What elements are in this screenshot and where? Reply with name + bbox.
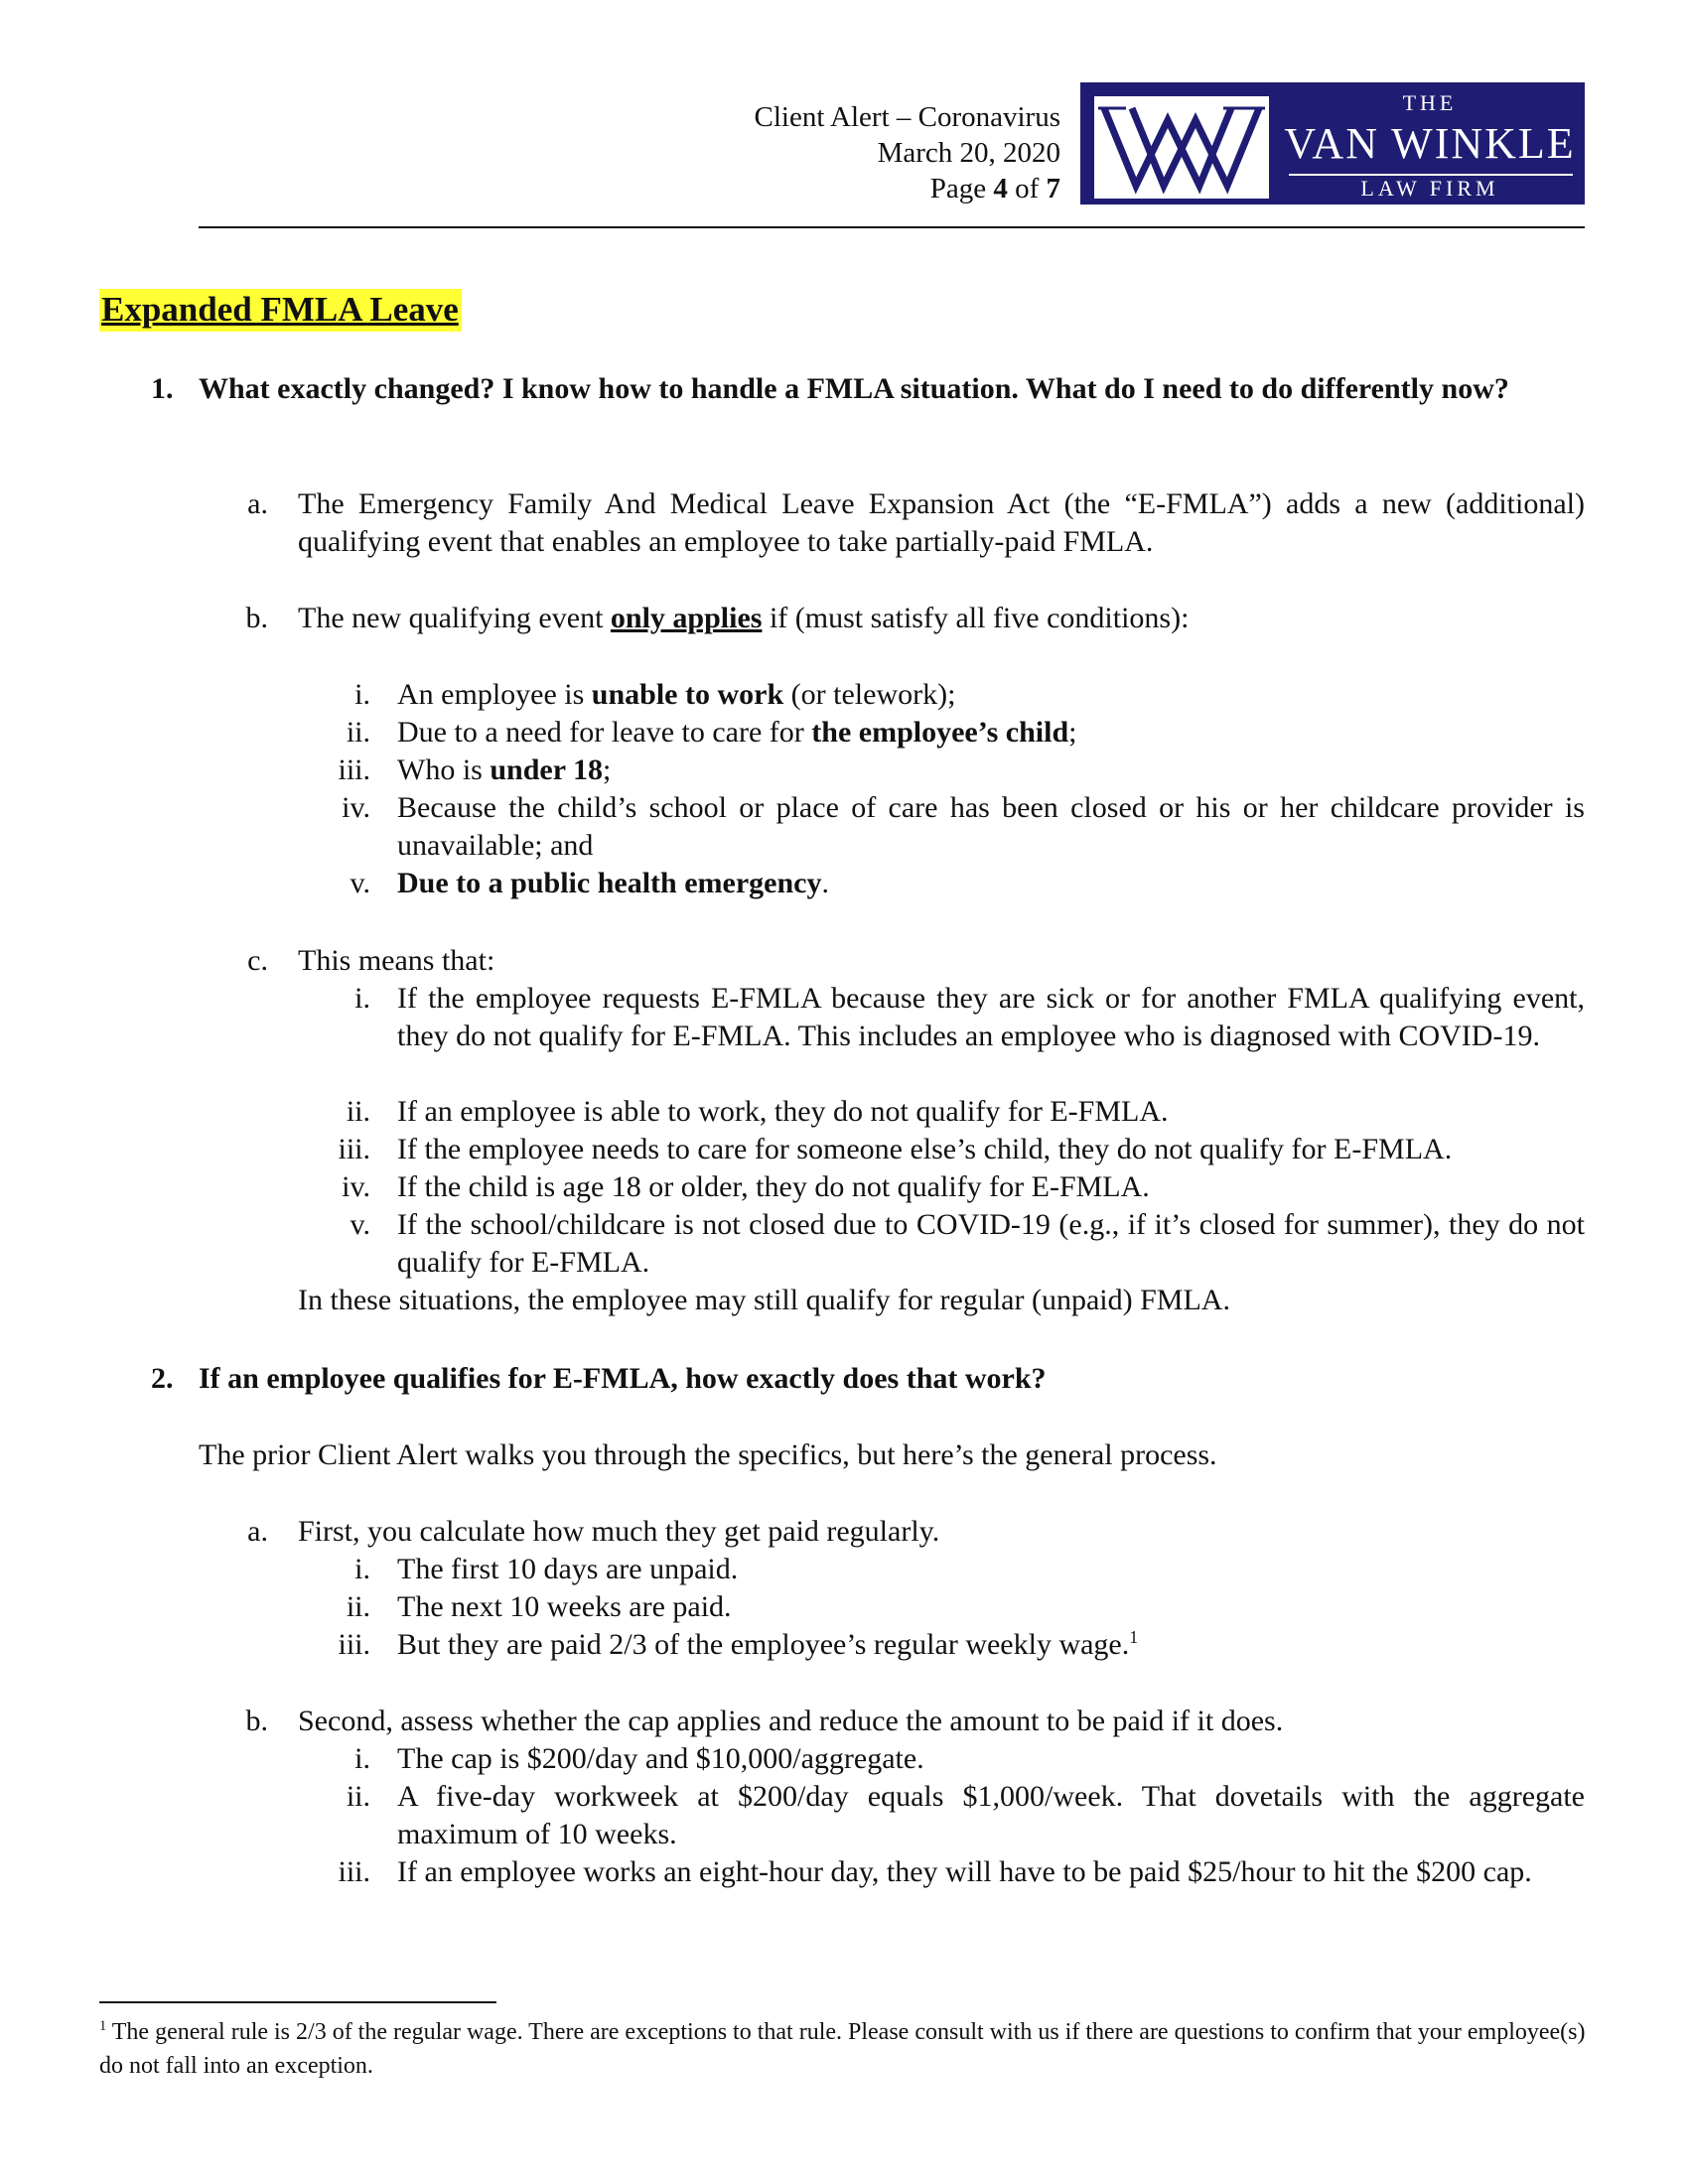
q1c-item-label: ii. [346,1095,370,1128]
q2-number: 2. [151,1362,174,1395]
q2a-text: First, you calculate how much they get paid regularly. [298,1515,940,1548]
q1b-item-label: iv. [342,791,370,824]
q1b-text: The new qualifying event only applies if (must satisfy all five conditions): [298,602,1190,634]
footnote-ref[interactable]: 1 [1129,1627,1139,1647]
q2a-item: But they are paid 2/3 of the employee’s regular weekly wage.$^1$ [397,1627,1139,1661]
q1b-label: b. [245,602,268,634]
q1c-item: If the employee needs to care for someone else’s child, they do not qualify for E-FMLA. [397,1133,1453,1165]
q1c-item: If an employee is able to work, they do not qualify for E-FMLA. [397,1095,1169,1128]
q2b-item-label: ii. [346,1780,370,1813]
q1c-item-label: i. [354,982,370,1015]
q1c-item: If the child is age 18 or older, they do not qualify for E-FMLA. [397,1170,1150,1203]
q1c-item: If the school/childcare is not closed due to COVID-19 (e.g., if it’s closed for summer), they do not qualify for E-FMLA. [397,1208,1585,1279]
q2b-item-label: iii. [338,1855,370,1888]
q2-question: If an employee qualifies for E-FMLA, how exactly does that work? [199,1362,1047,1395]
q1c-item-label: iii. [338,1133,370,1165]
q1c-item-label: iv. [342,1170,370,1203]
footnote-divider [99,2001,496,2003]
q2b-item-label: i. [354,1742,370,1775]
q1b-item-label: v. [350,867,370,899]
header-divider [199,226,1585,228]
alert-date: March 20, 2020 [877,137,1060,169]
q1a-text: The Emergency Family And Medical Leave Expansion Act (the “E-FMLA”) adds a new (additional) qualifying event that enables an employee to take partially-paid FMLA. [298,487,1585,558]
q1b-item: Due to a need for leave to care for the employee’s child; [397,716,1077,749]
q1-question: What exactly changed? I know how to handle a FMLA situation. What do I need to do differently now? [199,372,1509,405]
q1b-item: Who is under 18; [397,753,612,786]
q2a-item: The next 10 weeks are paid. [397,1590,732,1623]
q2a-item-label: iii. [338,1628,370,1661]
q1b-item: An employee is unable to work (or telework); [397,678,956,711]
q1b-item: Due to a public health emergency. [397,867,829,899]
section-title: Expanded FMLA Leave [99,289,462,332]
page-number: Page 4 of 7 [929,173,1060,205]
q1c-item: If the employee requests E-FMLA because they are sick or for another FMLA qualifying event, they do not qualify for E-FMLA. This includes an employee who is diagnosed with COVID-19. [397,982,1585,1052]
q1-number: 1. [151,372,174,405]
q2a-label: a. [247,1515,268,1548]
q1c-closing: In these situations, the employee may still qualify for regular (unpaid) FMLA. [298,1284,1230,1316]
q1c-text: This means that: [298,944,495,977]
header-info [755,99,1061,206]
q1b-item-label: ii. [346,716,370,749]
firm-logo [1080,82,1585,205]
q1b-item-label: i. [354,678,370,711]
q2a-item-label: i. [354,1553,370,1585]
q2b-item: A five-day workweek at $200/day equals $1,000/week. That dovetails with the aggregate maximum of 10 weeks. [397,1780,1585,1850]
q2b-item: If an employee works an eight-hour day, they will have to be paid $25/hour to hit the $200 cap. [397,1855,1532,1888]
footnote: $^1$ The general rule is 2/3 of the regular wage. There are exceptions to that rule. Please consult with us if there are questions to confirm that your employee(s) do not fall into an exception. [99,2018,1586,2079]
q2a-item-label: ii. [346,1590,370,1623]
q2b-item: The cap is $200/day and $10,000/aggregate. [397,1742,924,1775]
q2-intro: The prior Client Alert walks you through the specifics, but here’s the general process. [199,1438,1217,1471]
q2b-label: b. [245,1705,268,1737]
q2b-text: Second, assess whether the cap applies and reduce the amount to be paid if it does. [298,1705,1284,1737]
q2a-item: The first 10 days are unpaid. [397,1553,739,1585]
q1a-label: a. [247,487,268,520]
q1b-item: Because the child’s school or place of care has been closed or his or her childcare provider is unavailable; and [397,791,1585,862]
vw-monogram-icon [1094,96,1269,199]
q1c-item-label: v. [350,1208,370,1241]
logo-the: THE [1402,90,1458,115]
logo-name: VAN WINKLE [1284,119,1576,168]
footnote-mark: 1 [99,2018,107,2034]
logo-subtitle: LAW FIRM [1360,176,1499,201]
alert-title: Client Alert – Coronavirus [754,101,1060,133]
q1b-item-label: iii. [338,753,370,786]
q1c-label: c. [247,944,268,977]
